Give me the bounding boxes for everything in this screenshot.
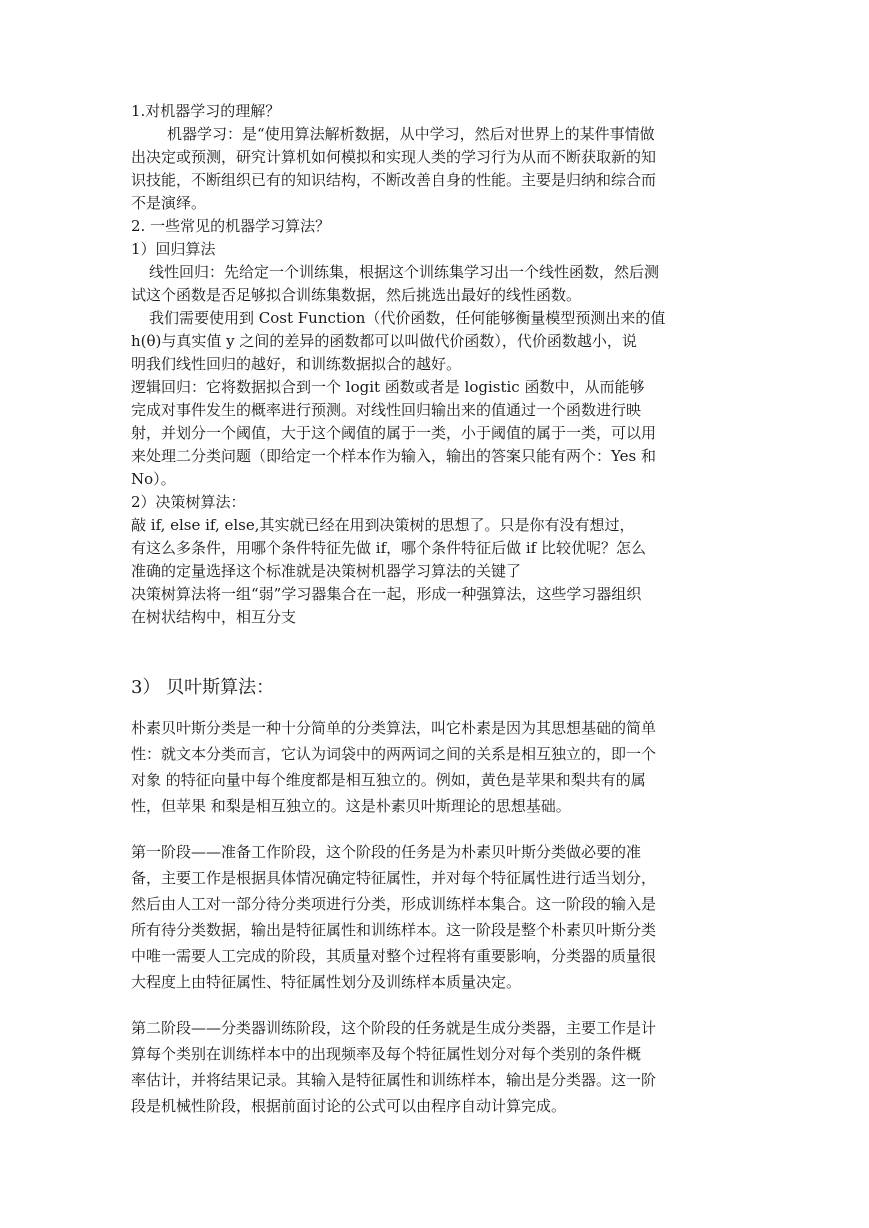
section1-title: 1.对机器学习的理解？	[131, 102, 281, 120]
bayes-p3-line-1: 第二阶段——分类器训练阶段，这个阶段的任务就是生成分类器，主要工作是计	[131, 1019, 657, 1037]
bayes-p1-line-2: 性：就文本分类而言，它认为词袋中的两两词之间的关系是相互独立的，即一个	[131, 745, 657, 763]
linear-regression-line-2: 试这个函数是否足够拟合训练集数据，然后挑选出最好的线性函数。	[131, 286, 582, 304]
paragraph-gap-2	[131, 995, 741, 1015]
cost-function-line-1: 我们需要使用到 Cost Function（代价函数，任何能够衡量模型预测出来的值	[149, 309, 666, 327]
regression-heading: 1）回归算法	[131, 240, 216, 258]
bayes-p2-line-5: 中唯一需要人工完成的阶段，其质量对整个过程将有重要影响，分类器的质量很	[131, 947, 657, 965]
decision-tree-heading: 2）决策树算法：	[131, 493, 246, 511]
logistic-regression-line-1: 逻辑回归：它将数据拟合到一个 logit 函数或者是 logistic 函数中，从而能够	[131, 378, 645, 396]
bayes-p2-line-3: 然后由人工对一部分待分类项进行分类，形成训练样本集合。这一阶段的输入是	[131, 895, 657, 913]
section1-line-4: 不是演绎。	[131, 194, 207, 212]
logistic-regression-line-5: No）。	[131, 470, 176, 488]
paragraph-gap-1	[131, 819, 741, 839]
decision-tree-line-5: 在树状结构中，相互分支	[131, 608, 297, 626]
logistic-regression-line-2: 完成对事件发生的概率进行预测。对线性回归输出来的值通过一个函数进行映	[131, 401, 642, 419]
bayes-p1-line-4: 性，但苹果 和梨是相互独立的。这是朴素贝叶斯理论的思想基础。	[131, 797, 571, 815]
bayes-p2-line-2: 备，主要工作是根据具体情况确定特征属性，并对每个特征属性进行适当划分，	[131, 869, 657, 887]
logistic-regression-line-3: 射，并划分一个阈值，大于这个阈值的属于一类，小于阈值的属于一类，可以用	[131, 424, 657, 442]
section1-line-1: 机器学习：是“使用算法解析数据，从中学习，然后对世界上的某件事情做	[167, 125, 655, 143]
decision-tree-line-1: 敲 if, else if, else,其实就已经在用到决策树的思想了。只是你有没有想过，	[131, 516, 635, 534]
decision-tree-line-3: 准确的定量选择这个标准就是决策树机器学习算法的关键了	[131, 562, 522, 580]
bayes-p3-line-3: 率估计，并将结果记录。其输入是特征属性和训练样本，输出是分类器。这一阶	[131, 1071, 657, 1089]
heading-spacer	[131, 703, 741, 715]
bayes-p2-line-4: 所有待分类数据，输出是特征属性和训练样本。这一阶段是整个朴素贝叶斯分类	[131, 921, 657, 939]
bayes-p1-line-1: 朴素贝叶斯分类是一种十分简单的分类算法，叫它朴素是因为其思想基础的简单	[131, 719, 657, 737]
bayes-p2-line-1: 第一阶段——准备工作阶段，这个阶段的任务是为朴素贝叶斯分类做必要的准	[131, 843, 642, 861]
section1-line-2: 出决定或预测，研究计算机如何模拟和实现人类的学习行为从而不断获取新的知	[131, 148, 657, 166]
section-spacer-extra	[131, 663, 741, 673]
section1-line-3: 识技能，不断组织已有的知识结构，不断改善自身的性能。主要是归纳和综合而	[131, 171, 657, 189]
logistic-regression-line-4: 来处理二分类问题（即给定一个样本作为输入，输出的答案只能有两个：Yes 和	[131, 447, 656, 465]
bayes-p2-line-6: 大程度上由特征属性、特征属性划分及训练样本质量决定。	[131, 973, 522, 991]
linear-regression-line-1: 线性回归：先给定一个训练集，根据这个训练集学习出一个线性函数，然后测	[149, 263, 660, 281]
decision-tree-line-2: 有这么多条件，用哪个条件特征先做 if，哪个条件特征后做 if 比较优呢？怎么	[131, 539, 647, 557]
section2-title: 2. 一些常见的机器学习算法？	[131, 217, 331, 235]
section-spacer	[131, 629, 741, 663]
decision-tree-line-4: 决策树算法将一组“弱”学习器集合在一起，形成一种强算法，这些学习器组织	[131, 585, 642, 603]
document-page	[131, 100, 741, 1119]
cost-function-line-2: h(θ)与真实值 y 之间的差异的函数都可以叫做代价函数），代价函数越小，说	[131, 332, 637, 350]
bayes-p3-line-4: 段是机械性阶段，根据前面讨论的公式可以由程序自动计算完成。	[131, 1097, 567, 1115]
cost-function-line-3: 明我们线性回归的越好，和训练数据拟合的越好。	[131, 355, 462, 373]
bayes-p3-line-2: 算每个类别在训练样本中的出现频率及每个特征属性划分对每个类别的条件概	[131, 1045, 642, 1063]
bayes-heading: 3） 贝叶斯算法：	[131, 677, 275, 698]
bayes-p1-line-3: 对象 的特征向量中每个维度都是相互独立的。例如，黄色是苹果和梨共有的属	[131, 771, 646, 789]
